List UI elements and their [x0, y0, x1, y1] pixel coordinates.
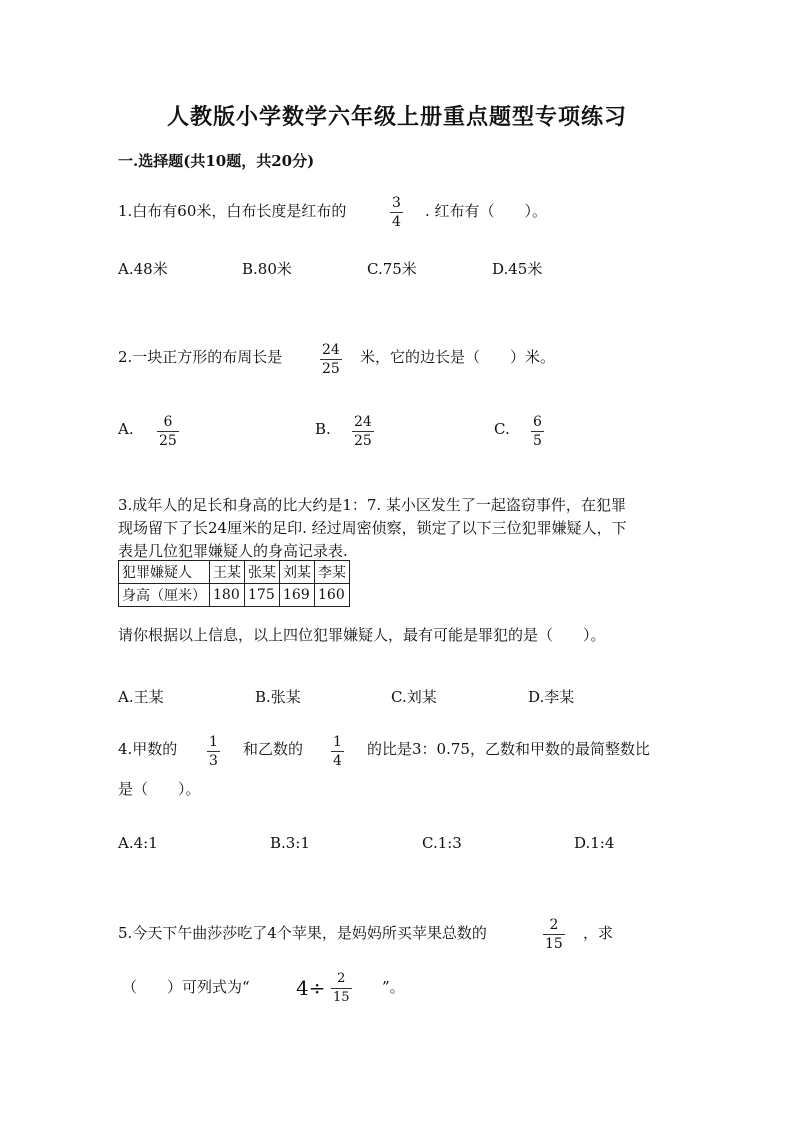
fraction-denominator: 15 [545, 936, 563, 952]
table-header-cell: 张某 [245, 561, 280, 584]
fraction-denominator: 4 [392, 214, 401, 230]
table-header-cell: 犯罪嫌疑人 [119, 561, 210, 584]
q4-fraction-2 [331, 734, 344, 769]
q2-option-c[interactable]: C. [494, 420, 510, 438]
q3-line-3: 表是几位犯罪嫌疑人的身高记录表. [118, 542, 348, 560]
q3-line-2: 现场留下了长24厘米的足印. 经过周密侦察，锁定了以下三位犯罪嫌疑人，下 [118, 519, 627, 537]
q3-question: 请你根据以上信息，以上四位犯罪嫌疑人，最有可能是罪犯的是（ ）。 [118, 626, 606, 644]
q3-option-b[interactable]: B.张某 [255, 688, 301, 706]
table-header-row [119, 561, 350, 584]
height-record-table [118, 560, 350, 607]
fraction-denominator: 4 [333, 753, 342, 769]
table-cell: 身高（厘米） [119, 584, 210, 607]
q3-option-c[interactable]: C.刘某 [391, 688, 437, 706]
table-cell: 180 [210, 584, 245, 607]
fraction-numerator: 24 [354, 414, 372, 430]
fraction-denominator: 25 [322, 361, 340, 377]
q4-option-c[interactable]: C.1:3 [422, 834, 462, 852]
q1-text-end: . 红布有（ ）。 [425, 202, 548, 220]
q2-option-a-fraction [157, 414, 179, 449]
q5-fraction [543, 917, 565, 952]
q3-line-1: 3.成年人的足长和身高的比大约是1：7. 某小区发生了一起盗窃事件，在犯罪 [118, 496, 626, 514]
fraction-denominator: 3 [209, 753, 218, 769]
q5-expression-fraction [331, 971, 352, 1006]
table-header-cell: 刘某 [280, 561, 315, 584]
q3-option-a[interactable]: A.王某 [118, 688, 164, 706]
q4-fraction-1 [207, 734, 220, 769]
q5-text-end: ，求 [583, 924, 614, 942]
fraction-numerator: 1 [209, 734, 218, 750]
fraction-numerator: 1 [333, 734, 342, 750]
q5-line-2-end: ”。 [382, 978, 405, 996]
q4-text-middle: 和乙数的 [243, 740, 304, 758]
table-cell: 175 [245, 584, 280, 607]
q2-text-end: 米，它的边长是（ ）米。 [360, 348, 556, 366]
fraction-numerator: 3 [392, 195, 401, 211]
q5-text: 5.今天下午曲莎莎吃了4个苹果，是妈妈所买苹果总数的 [118, 924, 487, 942]
q1-option-a[interactable]: A.48米 [118, 260, 168, 278]
q1-option-d[interactable]: D.45米 [492, 260, 543, 278]
q1-option-b[interactable]: B.80米 [242, 260, 292, 278]
q4-option-b[interactable]: B.3:1 [270, 834, 310, 852]
q2-option-b-fraction [352, 414, 374, 449]
q2-fraction [320, 342, 342, 377]
fraction-numerator: 6 [533, 414, 542, 430]
fraction-denominator: 5 [533, 433, 542, 449]
q4-option-d[interactable]: D.1:4 [574, 834, 615, 852]
q4-text-end: 的比是3：0.75，乙数和甲数的最简整数比 [367, 740, 650, 758]
q3-option-d[interactable]: D.李某 [528, 688, 575, 706]
q5-expression-lead: 4÷ [296, 976, 326, 1000]
q1-text: 1.白布有60米，白布长度是红布的 [118, 202, 347, 220]
q1-option-c[interactable]: C.75米 [367, 260, 417, 278]
q1-fraction [390, 195, 403, 230]
q4-line-2: 是（ ）。 [118, 780, 201, 798]
fraction-denominator: 25 [159, 433, 177, 449]
fraction-numerator: 2 [337, 971, 346, 986]
table-cell: 169 [280, 584, 315, 607]
table-row [119, 584, 350, 607]
q5-line-2-start: （ ）可列式为“ [122, 978, 250, 996]
q4-option-a[interactable]: A.4:1 [118, 834, 158, 852]
page-title: 人教版小学数学六年级上册重点题型专项练习 [166, 104, 627, 130]
q4-text-start: 4.甲数的 [118, 740, 178, 758]
fraction-numerator: 6 [163, 414, 173, 430]
section-heading: 一.选择题(共10题，共20分) [118, 152, 315, 170]
fraction-denominator: 15 [333, 990, 350, 1005]
table-header-cell: 王某 [210, 561, 245, 584]
fraction-denominator: 25 [354, 433, 372, 449]
fraction-numerator: 24 [322, 342, 340, 358]
q2-text: 2.一块正方形的布周长是 [118, 348, 283, 366]
table-cell: 160 [315, 584, 350, 607]
q2-option-b[interactable]: B. [315, 420, 331, 438]
table-header-cell: 李某 [315, 561, 350, 584]
fraction-numerator: 2 [549, 917, 559, 933]
q2-option-c-fraction [531, 414, 544, 449]
q2-option-a[interactable]: A. [118, 420, 134, 438]
